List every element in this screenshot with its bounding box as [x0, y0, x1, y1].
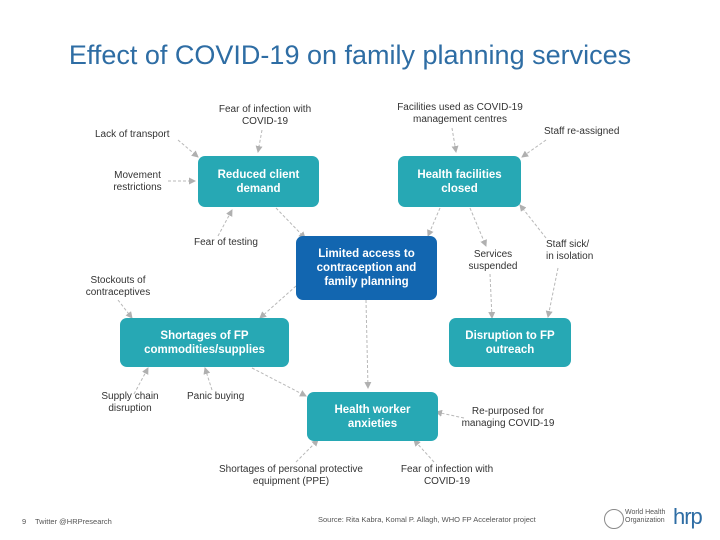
arrow-facilities-used-to-closed — [452, 128, 456, 152]
label-lack-of-transport: Lack of transport — [95, 129, 170, 140]
arrow-closed-to-center — [428, 208, 440, 236]
label-movement-restrictions: Movement restrictions — [113, 170, 162, 193]
node-limited-access: Limited access to contraception and family planning — [296, 236, 437, 300]
node-shortages-fp-commodities: Shortages of FP commodities/supplies — [120, 318, 289, 367]
label-repurposed: Re-purposed for managing COVID-19 — [461, 406, 555, 429]
label-staff-reassigned: Staff re-assigned — [544, 126, 620, 137]
label-services-suspended: Services suspended — [468, 249, 518, 272]
arrow-testing-to-demand — [218, 210, 232, 236]
arrow-suspended-to-outreach — [490, 274, 492, 318]
arrow-center-to-shortages — [260, 286, 296, 318]
arrow-shortages-to-anxieties — [252, 368, 306, 396]
label-panic-buying: Panic buying — [187, 391, 245, 402]
arrow-stockouts-to-shortages — [118, 300, 132, 318]
arrow-demand-to-center — [276, 208, 305, 238]
arrow-reassigned-to-closed — [522, 140, 546, 157]
footer-twitter: Twitter @HRPresearch — [35, 517, 112, 526]
label-ppe-shortages: Shortages of personal protective equipment (PPE) — [219, 464, 363, 487]
slide-title: Effect of COVID-19 on family planning services — [68, 40, 632, 70]
arrow-ppe-to-anxieties — [296, 440, 318, 462]
who-globe-icon — [604, 509, 624, 529]
label-supply-chain: Supply chain disruption — [101, 391, 159, 414]
page-number: 9 — [22, 517, 27, 526]
hrp-logo: hrp — [673, 504, 702, 529]
arrow-fear-infection-to-demand — [258, 130, 262, 152]
arrow-panic-to-shortages — [205, 368, 212, 390]
label-staff-sick: Staff sick/ in isolation — [546, 239, 594, 262]
arrow-transport-to-demand — [178, 140, 198, 157]
node-reduced-client-demand: Reduced client demand — [198, 156, 319, 207]
node-health-worker-anxieties: Health worker anxieties — [307, 392, 438, 441]
arrow-sick-to-outreach — [548, 268, 558, 317]
label-facilities-used: Facilities used as COVID-19 management centres — [397, 102, 523, 125]
node-health-facilities-closed: Health facilities closed — [398, 156, 521, 207]
arrow-center-to-anxieties — [366, 300, 368, 388]
label-fear-infection-top: Fear of infection with COVID-19 — [218, 104, 312, 127]
label-fear-of-testing: Fear of testing — [194, 237, 258, 248]
footer-source: Source: Rita Kabra, Komal P. Allagh, WHO FP Accelerator project — [318, 515, 536, 524]
arrow-closed-to-suspended — [470, 208, 486, 246]
node-disruption-fp-outreach: Disruption to FP outreach — [449, 318, 571, 367]
label-fear-infection-bottom: Fear of infection with COVID-19 — [400, 464, 494, 487]
label-stockouts: Stockouts of contraceptives — [85, 275, 151, 298]
arrow-fear-bottom-to-anxieties — [414, 440, 434, 462]
who-logo-text: World Health Organization — [625, 509, 666, 524]
arrow-sick-to-closed — [520, 205, 546, 238]
